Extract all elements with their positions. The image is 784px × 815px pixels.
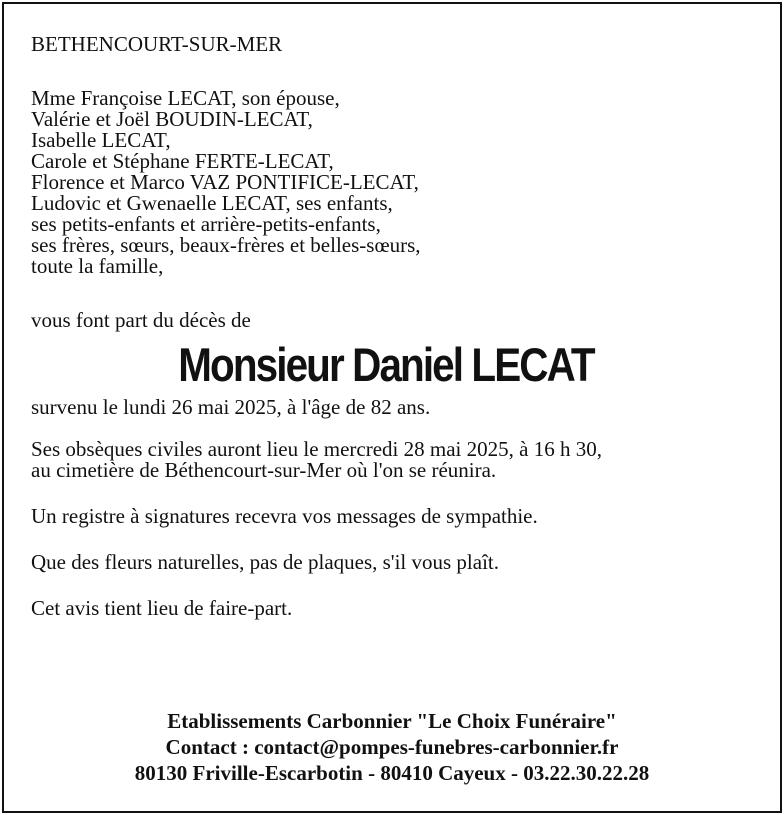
family-line: ses petits-enfants et arrière-petits-enfants,: [31, 212, 381, 236]
family-line: toute la famille,: [31, 254, 164, 278]
family-line: Isabelle LECAT,: [31, 128, 171, 152]
address-line: 80130 Friville-Escarbotin - 80410 Cayeux - 03.22.30.22.28: [134, 761, 650, 785]
family-line: ses frères, sœurs, beaux-frères et belles-sœurs,: [31, 233, 421, 257]
funeral-line: Ses obsèques civiles auront lieu le mercredi 28 mai 2025, à 16 h 30,: [31, 437, 602, 461]
register-note: Un registre à signatures recevra vos messages de sympathie.: [31, 504, 538, 528]
family-list: [31, 88, 741, 277]
family-line: Florence et Marco VAZ PONTIFICE-LECAT,: [31, 170, 419, 194]
town-heading: BETHENCOURT-SUR-MER: [31, 32, 283, 56]
family-line: Mme Françoise LECAT, son épouse,: [31, 86, 340, 110]
deceased-name: Monsieur Daniel LECAT: [178, 338, 594, 391]
funeral-home-footer: [0, 708, 784, 786]
family-line: Carole et Stéphane FERTE-LECAT,: [31, 149, 334, 173]
notice-body: [31, 30, 741, 619]
intro-text: vous font part du décès de: [31, 308, 251, 332]
flowers-note: Que des fleurs naturelles, pas de plaques, s'il vous plaît.: [31, 550, 500, 574]
family-line: Ludovic et Gwenaelle LECAT, ses enfants,: [31, 191, 393, 215]
death-details: survenu le lundi 26 mai 2025, à l'âge de 82 ans.: [31, 395, 431, 419]
contact-line: Contact : contact@pompes-funebres-carbonnier.fr: [165, 735, 619, 759]
announcement-note: Cet avis tient lieu de faire-part.: [31, 596, 293, 620]
company-name: Etablissements Carbonnier "Le Choix Funéraire": [167, 709, 617, 733]
funeral-line: au cimetière de Béthencourt-sur-Mer où l'on se réunira.: [31, 458, 497, 482]
funeral-details: [31, 439, 741, 481]
family-line: Valérie et Joël BOUDIN-LECAT,: [31, 107, 313, 131]
